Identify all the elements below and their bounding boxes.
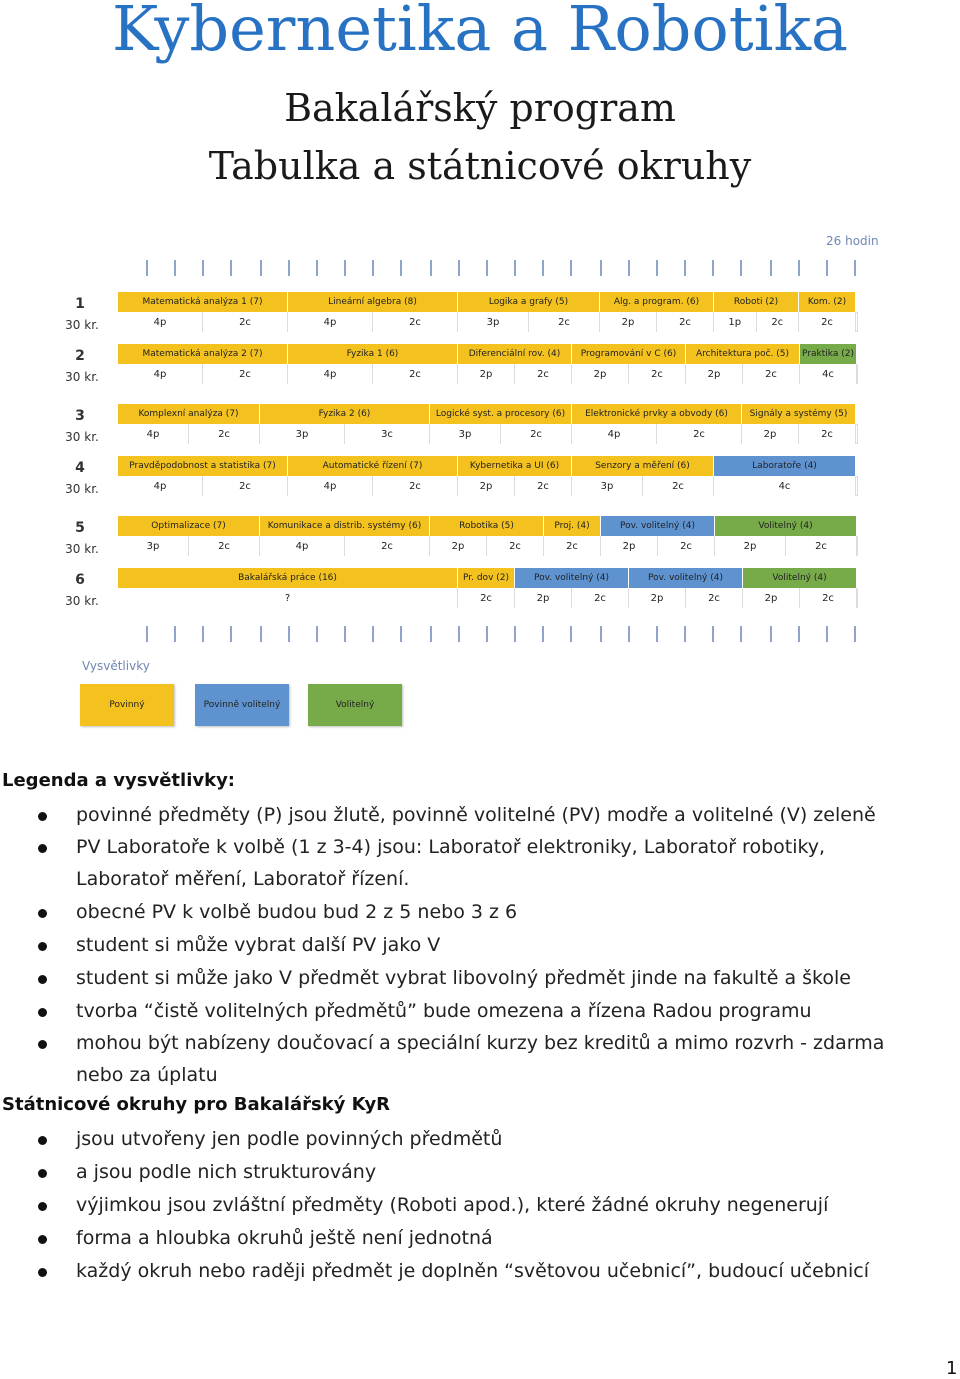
hour-tick: [372, 626, 374, 642]
hour-tick: [600, 260, 602, 276]
hour-tick: [854, 260, 856, 276]
course-hours-cell: 4p: [288, 364, 373, 384]
course-hours-cell: 2c: [786, 536, 857, 556]
course-hours-cell: 2p: [458, 476, 515, 496]
state-item: jsou utvořeny jen podle povinných předmětů: [76, 1128, 503, 1150]
bullet-icon: [38, 942, 47, 951]
semester-row: [118, 404, 858, 444]
semester-credits: 30 kr.: [65, 482, 99, 496]
state-item: výjimkou jsou zvláštní předměty (Roboti apod.), které žádné okruhy negenerují: [76, 1194, 829, 1216]
hour-tick: [174, 260, 176, 276]
page-number: 1: [946, 1358, 958, 1379]
course-hours-cell: 2c: [203, 476, 288, 496]
course-hours-cell: 2c: [643, 476, 714, 496]
hour-tick: [770, 260, 772, 276]
course-hours-cell: 2c: [515, 476, 572, 496]
course-hours-cell: 4c: [714, 476, 856, 496]
course-hours-cell: 2c: [544, 536, 601, 556]
hour-tick: [316, 626, 318, 642]
course-cell: Fyzika 2 (6): [260, 404, 430, 424]
legend-item: mohou být nabízeny doučovací a speciální kurzy bez kreditů a mimo rozvrh - zdarma nebo za úplatu: [76, 1032, 885, 1086]
hour-tick: [628, 626, 630, 642]
course-hours-cell: 2c: [799, 424, 856, 444]
course-hours-cell: 3p: [458, 312, 529, 332]
course-hours-cell: 4p: [118, 364, 203, 384]
bullet-icon: [38, 1268, 47, 1277]
legend-item: obecné PV k volbě budou bud 2 z 5 nebo 3 z 6: [76, 901, 518, 923]
legend-swatch-povinny: Povinný: [80, 684, 174, 726]
course-cell: Pravděpodobnost a statistika (7): [118, 456, 288, 476]
semester-row: [118, 568, 858, 608]
semester-row: [118, 344, 858, 384]
course-hours-cell: 2c: [373, 364, 458, 384]
course-hours-cell: 3p: [430, 424, 501, 444]
course-cell: Volitelný (4): [715, 516, 857, 536]
course-cell: Robotika (5): [430, 516, 544, 536]
course-hours-cell: 4p: [118, 424, 189, 444]
course-cell: Bakalářská práce (16): [118, 568, 458, 588]
hours-label: 26 hodin: [826, 234, 879, 248]
semester-credits: 30 kr.: [65, 318, 99, 332]
course-cell: Roboti (2): [714, 292, 799, 312]
hour-ticks: [118, 258, 858, 278]
bullet-icon: [38, 812, 47, 821]
course-hours-cell: 2c: [487, 536, 544, 556]
course-hours-cell: 2c: [572, 588, 629, 608]
course-hours-cell: 2p: [430, 536, 487, 556]
state-item: každý okruh nebo raději předmět je doplněn “světovou učebnicí”, budoucí učebnicí: [76, 1260, 869, 1282]
course-hours-cell: 2c: [799, 312, 856, 332]
hour-tick: [542, 626, 544, 642]
course-cell: Senzory a měření (6): [572, 456, 714, 476]
legend-section-heading: Legenda a vysvětlivky:: [2, 770, 235, 791]
hour-tick: [770, 626, 772, 642]
hour-tick: [260, 626, 262, 642]
bullet-icon: [38, 1136, 47, 1145]
legend-box-title: Vysvětlivky: [82, 659, 150, 673]
course-cell: Lineární algebra (8): [288, 292, 458, 312]
hour-tick: [514, 626, 516, 642]
course-hours-cell: 2c: [458, 588, 515, 608]
course-hours-cell: 4p: [288, 476, 373, 496]
course-hours-cell: 2p: [715, 536, 786, 556]
hour-tick: [514, 260, 516, 276]
course-hours-cell: 4p: [572, 424, 657, 444]
course-hours-cell: 2c: [189, 536, 260, 556]
semester-number: 3: [75, 408, 85, 424]
semester-number: 5: [75, 520, 85, 536]
course-cell: Signály a systémy (5): [742, 404, 856, 424]
course-hours-cell: 3p: [118, 536, 189, 556]
hour-tick: [684, 626, 686, 642]
bullet-icon: [38, 1235, 47, 1244]
legend-swatch-volitelny: Volitelný: [308, 684, 402, 726]
course-cell: Pov. volitelný (4): [601, 516, 715, 536]
semester-credits: 30 kr.: [65, 430, 99, 444]
semester-credits: 30 kr.: [65, 370, 99, 384]
course-cell: Diferenciální rov. (4): [458, 344, 572, 364]
document-subtitle-program: Bakalářský program: [284, 86, 676, 130]
bullet-icon: [38, 1169, 47, 1178]
state-item: forma a hloubka okruhů ještě není jednotná: [76, 1227, 493, 1249]
hour-tick: [798, 260, 800, 276]
hour-tick: [146, 626, 148, 642]
course-cell: Fyzika 1 (6): [288, 344, 458, 364]
hour-tick: [344, 626, 346, 642]
course-hours-cell: 3p: [260, 424, 345, 444]
course-cell: Komplexní analýza (7): [118, 404, 260, 424]
legend-item: student si může jako V předmět vybrat libovolný předmět jinde na fakultě a škole: [76, 967, 851, 989]
document-subtitle-table: Tabulka a státnicové okruhy: [208, 144, 752, 188]
hour-tick: [372, 260, 374, 276]
hour-tick: [826, 260, 828, 276]
course-cell: Kybernetika a UI (6): [458, 456, 572, 476]
hour-ticks: [118, 624, 858, 644]
course-hours-cell: 4p: [288, 312, 373, 332]
legend-item: povinné předměty (P) jsou žlutě, povinně volitelné (PV) modře a volitelné (V) zeleně: [76, 804, 876, 826]
course-hours-cell: 4c: [800, 364, 857, 384]
hour-tick: [628, 260, 630, 276]
hour-tick: [202, 626, 204, 642]
hour-tick: [712, 626, 714, 642]
course-cell: Praktika (2): [800, 344, 857, 364]
course-hours-cell: 2p: [743, 588, 800, 608]
course-hours-cell: 2c: [529, 312, 600, 332]
course-cell: Komunikace a distrib. systémy (6): [260, 516, 430, 536]
hour-tick: [570, 626, 572, 642]
course-hours-cell: 2p: [601, 536, 658, 556]
course-cell: Elektronické prvky a obvody (6): [572, 404, 742, 424]
course-cell: Pov. volitelný (4): [515, 568, 629, 588]
hour-tick: [344, 260, 346, 276]
semester-credits: 30 kr.: [65, 542, 99, 556]
state-item: a jsou podle nich strukturovány: [76, 1161, 377, 1183]
state-section-heading: Státnicové okruhy pro Bakalářský KyR: [2, 1094, 391, 1115]
semester-number: 4: [75, 460, 85, 476]
course-hours-cell: 2p: [458, 364, 515, 384]
course-hours-cell: 2p: [572, 364, 629, 384]
hour-tick: [740, 260, 742, 276]
course-hours-cell: 3p: [572, 476, 643, 496]
course-hours-cell: 2c: [800, 588, 857, 608]
hour-tick: [146, 260, 148, 276]
course-hours-cell: 2c: [189, 424, 260, 444]
hour-tick: [656, 260, 658, 276]
course-hours-cell: 4p: [260, 536, 345, 556]
hour-tick: [486, 626, 488, 642]
hour-tick: [430, 260, 432, 276]
course-cell: Programování v C (6): [572, 344, 686, 364]
hour-tick: [458, 260, 460, 276]
course-hours-cell: 2c: [203, 364, 288, 384]
course-hours-cell: 2p: [600, 312, 657, 332]
hour-tick: [288, 260, 290, 276]
hour-tick: [202, 260, 204, 276]
course-cell: Kom. (2): [799, 292, 856, 312]
course-hours-cell: 2c: [373, 476, 458, 496]
bullet-icon: [38, 909, 47, 918]
document-title: Kybernetika a Robotika: [112, 0, 848, 65]
course-hours-cell: 2c: [203, 312, 288, 332]
course-cell: Proj. (4): [544, 516, 601, 536]
course-hours-cell: 2c: [686, 588, 743, 608]
hour-tick: [854, 626, 856, 642]
course-cell: Volitelný (4): [743, 568, 857, 588]
semester-row: [118, 456, 858, 496]
course-hours-cell: 4p: [118, 476, 203, 496]
bullet-icon: [38, 1040, 47, 1049]
course-cell: Automatické řízení (7): [288, 456, 458, 476]
course-cell: Logické syst. a procesory (6): [430, 404, 572, 424]
course-hours-cell: 2c: [629, 364, 686, 384]
hour-tick: [486, 260, 488, 276]
course-hours-cell: 2c: [743, 364, 800, 384]
hour-tick: [740, 626, 742, 642]
hour-tick: [600, 626, 602, 642]
hour-tick: [798, 626, 800, 642]
hour-tick: [656, 626, 658, 642]
hour-tick: [230, 626, 232, 642]
course-hours-cell: 2c: [345, 536, 430, 556]
course-hours-cell: ?: [118, 588, 458, 608]
bullet-icon: [38, 844, 47, 853]
semester-row: [118, 292, 858, 332]
course-cell: Logika a grafy (5): [458, 292, 600, 312]
legend-item: student si může vybrat další PV jako V: [76, 934, 441, 956]
course-hours-cell: 2c: [757, 312, 800, 332]
course-cell: Laboratoře (4): [714, 456, 856, 476]
legend-item: PV Laboratoře k volbě (1 z 3-4) jsou: Laboratoř elektroniky, Laboratoř robotiky, Laboratoř měření, Laboratoř řízení.: [76, 836, 826, 890]
course-hours-cell: 2c: [657, 424, 742, 444]
course-hours-cell: 3c: [345, 424, 430, 444]
course-hours-cell: 2c: [515, 364, 572, 384]
course-hours-cell: 1p: [714, 312, 757, 332]
course-hours-cell: 4p: [118, 312, 203, 332]
hour-tick: [230, 260, 232, 276]
hour-tick: [288, 626, 290, 642]
hour-tick: [260, 260, 262, 276]
hour-tick: [400, 626, 402, 642]
course-hours-cell: 2c: [657, 312, 714, 332]
course-hours-cell: 2c: [373, 312, 458, 332]
hour-tick: [316, 260, 318, 276]
course-hours-cell: 2p: [629, 588, 686, 608]
legend-swatch-povinne-volitelny: Povinně volitelný: [195, 684, 289, 726]
hour-tick: [400, 260, 402, 276]
semester-number: 2: [75, 348, 85, 364]
course-cell: Alg. a program. (6): [600, 292, 714, 312]
course-hours-cell: 2p: [686, 364, 743, 384]
hour-tick: [458, 626, 460, 642]
course-hours-cell: 2c: [501, 424, 572, 444]
course-hours-cell: 2p: [742, 424, 799, 444]
semester-number: 1: [75, 296, 85, 312]
course-hours-cell: 2p: [515, 588, 572, 608]
legend-item: tvorba “čistě volitelných předmětů” bude omezena a řízena Radou programu: [76, 1000, 812, 1022]
hour-tick: [826, 626, 828, 642]
course-cell: Pr. dov (2): [458, 568, 515, 588]
bullet-icon: [38, 975, 47, 984]
course-cell: Architektura poč. (5): [686, 344, 800, 364]
hour-tick: [712, 260, 714, 276]
hour-tick: [684, 260, 686, 276]
course-cell: Matematická analýza 2 (7): [118, 344, 288, 364]
hour-tick: [570, 260, 572, 276]
course-hours-cell: 2c: [658, 536, 715, 556]
semester-row: [118, 516, 858, 556]
semester-credits: 30 kr.: [65, 594, 99, 608]
hour-tick: [174, 626, 176, 642]
course-cell: Matematická analýza 1 (7): [118, 292, 288, 312]
bullet-icon: [38, 1008, 47, 1017]
bullet-icon: [38, 1202, 47, 1211]
semester-number: 6: [75, 572, 85, 588]
course-cell: Pov. volitelný (4): [629, 568, 743, 588]
hour-tick: [430, 626, 432, 642]
course-cell: Optimalizace (7): [118, 516, 260, 536]
hour-tick: [542, 260, 544, 276]
